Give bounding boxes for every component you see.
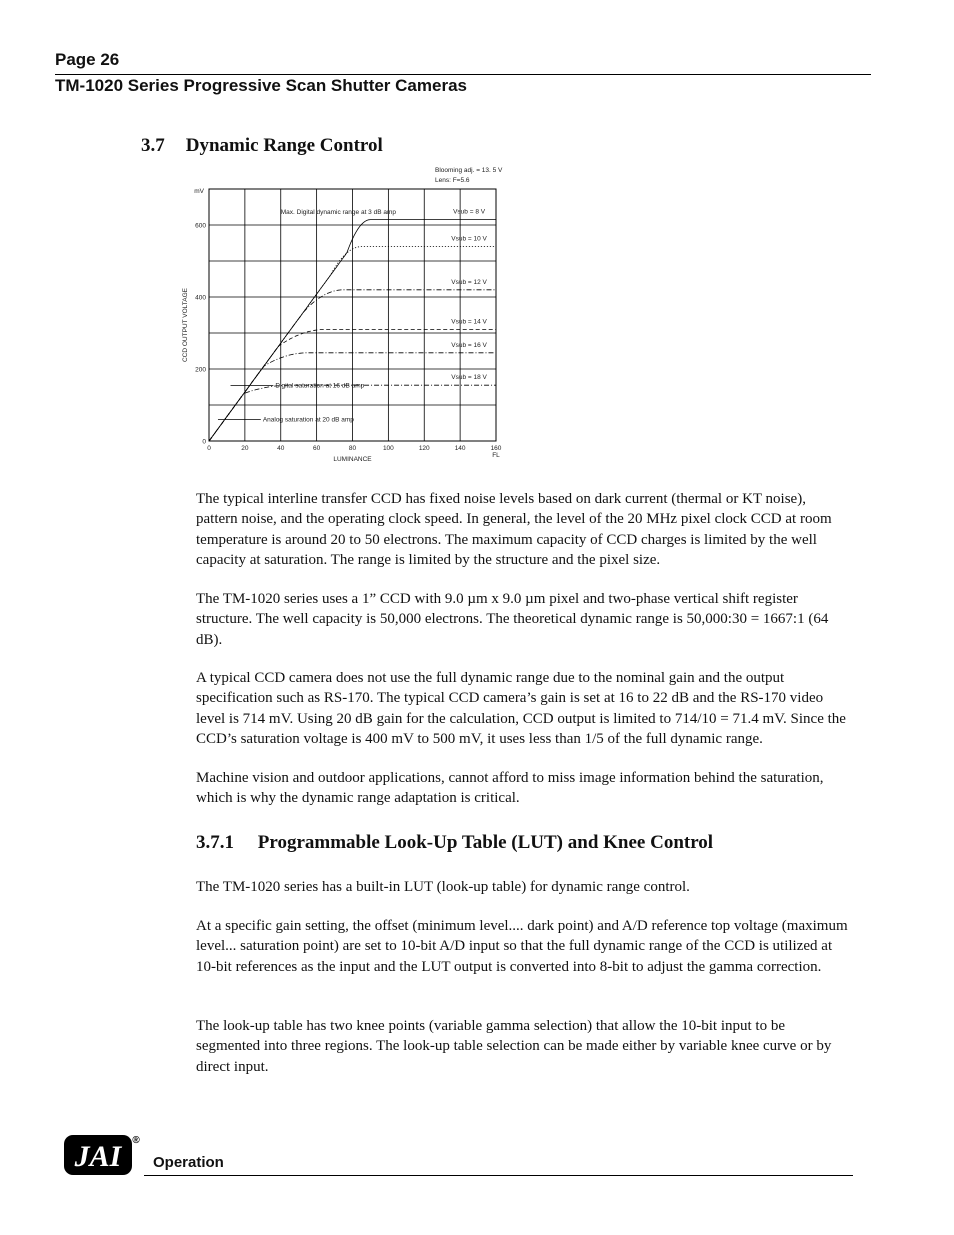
paragraph: The look-up table has two knee points (variable gamma selection) that allow the 10-bit input to be segmented into three regions. The look-up table selection can be made either by variable knee curve or by direct input. xyxy=(196,1018,832,1075)
chart-annotation: Analog saturation at 20 dB amp xyxy=(262,416,354,424)
header-rule xyxy=(55,74,871,75)
chart-note: Lens: F=5.6 xyxy=(435,177,470,184)
paragraph: The TM-1020 series has a built-in LUT (look-up table) for dynamic range control. xyxy=(196,879,690,895)
section-title: Dynamic Range Control xyxy=(185,135,383,156)
y-tick-label: 0 xyxy=(202,438,206,446)
document-title: TM-1020 Series Progressive Scan Shutter Cameras xyxy=(55,76,467,95)
series-label: Vsub = 12 V xyxy=(451,278,487,286)
x-tick-label: 140 xyxy=(454,445,466,452)
series-label: Vsub = 18 V xyxy=(451,374,487,382)
section-title: Programmable Look-Up Table (LUT) and Knee Control xyxy=(257,832,714,853)
footer-section-label: Operation xyxy=(153,1154,224,1171)
x-axis-label: LUMINANCE xyxy=(333,456,372,463)
section-number: 3.7 xyxy=(141,135,165,156)
x-tick-label: 40 xyxy=(277,445,285,452)
x-tick-label: 0 xyxy=(207,445,211,452)
dynamic-range-chart xyxy=(170,160,530,465)
y-tick-label: 600 xyxy=(195,222,206,230)
chart-grid xyxy=(209,189,496,441)
series-label: Vsub = 14 V xyxy=(451,318,487,326)
y-tick-label: 200 xyxy=(195,366,206,374)
series-label: Vsub = 10 V xyxy=(451,235,487,243)
x-unit-label: FL xyxy=(492,452,500,459)
logo-text: JAI xyxy=(74,1140,122,1173)
footer-rule xyxy=(144,1175,853,1176)
registered-mark: ® xyxy=(132,1135,140,1146)
x-tick-label: 20 xyxy=(241,445,249,452)
y-axis-label: CCD OUTPUT VOLTAGE xyxy=(182,287,189,363)
paragraph: The TM-1020 series uses a 1” CCD with 9.0 µm x 9.0 µm pixel and two-phase vertical shift register structure. The well capacity is 50,000 electrons. The theoretical dynamic range is 50,000:30 = 1667:1 (64 dB). xyxy=(196,591,829,648)
series-label: Vsub = 8 V xyxy=(453,208,486,216)
paragraph: The typical interline transfer CCD has fixed noise levels based on dark current (thermal or KT noise), pattern noise, and the operating clock speed. In general, the level of the 20 MHz pixel clock CCD at room temperature is around 20 to 50 electrons. The maximum capacity of CCD charges is limited by the well capacity at saturation. The range is limited by the structure and the pixel size. xyxy=(196,491,832,568)
x-tick-label: 80 xyxy=(348,445,357,452)
paragraph: Machine vision and outdoor applications, cannot afford to miss image information behind the saturation, which is why the dynamic range adaptation is critical. xyxy=(196,770,824,807)
chart-annotation: Max. Digital dynamic range at 3 dB amp xyxy=(280,208,396,216)
paragraph: A typical CCD camera does not use the full dynamic range due to the nominal gain and the output specification such as RS-170. The typical CCD camera’s gain is set at 16 to 22 dB and the RS-170 video level is 714 mV. Using 20 dB gain for the calculation, CCD output is limited to 714/10 = 71.4 mV. Since the CCD’s saturation voltage is 400 mV to 500 mV, it uses less than 1/5 of the full dynamic range. xyxy=(196,670,846,747)
x-tick-label: 60 xyxy=(313,445,321,452)
page-number: Page 26 xyxy=(55,50,120,69)
chart-note: Blooming adj. = 13. 5 V xyxy=(435,167,503,174)
y-tick-label: 400 xyxy=(195,294,206,302)
jai-logo xyxy=(62,1131,144,1179)
paragraph: At a specific gain setting, the offset (minimum level.... dark point) and A/D reference top voltage (maximum level... saturation point) are set to 10-bit A/D input so that the full dynamic range of the CCD is utilized at 10-bit references as the input and the LUT output is converted into 8-bit to adjust the gamma correction. xyxy=(196,918,848,975)
chart-annotation: Digital saturation at 16 dB amp xyxy=(275,382,365,390)
chart-labels-group xyxy=(182,167,503,463)
y-unit-label: mV xyxy=(194,188,204,195)
x-tick-label: 160 xyxy=(490,445,502,452)
section-number: 3.7.1 xyxy=(196,832,234,853)
series-label: Vsub = 16 V xyxy=(451,341,487,349)
section-heading-3-7-1 xyxy=(196,832,713,854)
x-tick-label: 120 xyxy=(418,445,430,452)
x-tick-label: 100 xyxy=(382,445,394,452)
section-heading-3-7 xyxy=(141,135,383,157)
